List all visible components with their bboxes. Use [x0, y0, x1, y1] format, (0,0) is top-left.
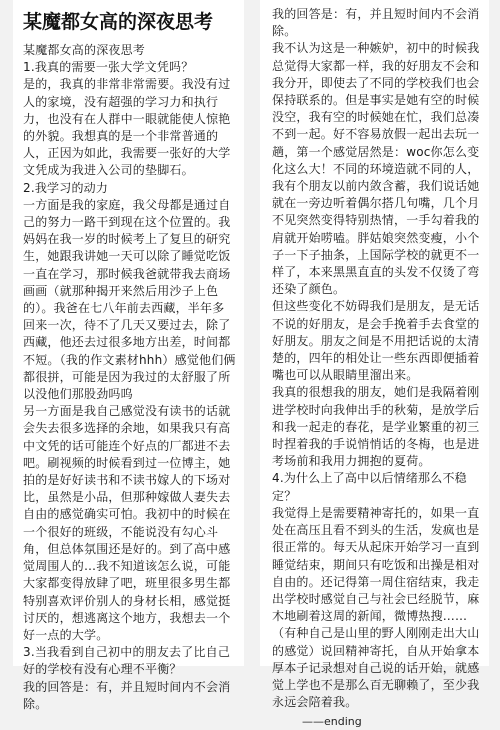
answer-3-start-paragraph: 我的回答是：有，并且短时间内不会消除。	[23, 679, 231, 711]
ending-mark: ——ending	[302, 715, 362, 729]
friends-bond-paragraph: 但这些变化不妨碍我们是朋友，是无话不说的好朋友，是会手挽着手去食堂的好朋友。朋友之间是不用把话说的太清楚的，四年的相处让一些东西即便插着嘴也可以从眼睛里溜出来。	[272, 299, 480, 383]
question-4-heading: 4.为什么上了高中以后情绪那么不稳定？	[272, 471, 467, 503]
section-2-heading: 2.我学习的动力	[23, 180, 109, 195]
left-article-column	[13, 0, 244, 711]
motivation-choice-paragraph: 另一方面是我自己感觉没有读书的话就会失去很多选择的余地，如果我只有高中文凭的话可能连个好点的厂都进不去吧。刷视频的时候看到过一位博主，她拍的是好好读书和不读书嫁人的下场对比，虽然是小品，但那种嫁做人妻失去自由的感觉确实可怕。我初中的时候在一个很好的班级，不能说没有勾心斗角，但总体氛围还是好的。到了高中感觉周围人的…我不知道该怎么说，可能大家都变得放肆了吧，班里很多男生都特别喜欢评价别人的身材长相，感觉挺讨厌的，想逃离这个地方，我想去一个好一点的大学。	[23, 404, 231, 642]
motivation-family-paragraph: 一方面是我的家庭，我父母都是通过自己的努力一路干到现在这个位置的。我妈妈在我一岁的时候考上了复旦的研究生，她跟我讲她一天可以除了睡觉吃饭一直在学习，那时候我爸就带我去商场画画（就那种揭开来然后用沙子上色的）。我爸在七八年前去西藏，半年多回来一次，待不了几天又要过去，除了西藏，他还去过很多地方出差，时间都不短。（我的作文素材hhh）感觉他们俩都很拼，可能是因为我过的太舒服了所以没他们那股劲吗呜	[23, 197, 236, 402]
right-article-column	[260, 0, 489, 729]
subtitle-paragraph: 某魔都女高的深夜思考	[23, 43, 146, 57]
friends-missing-paragraph: 我真的很想我的朋友，她们是我隔着刚进学校时向我伸出手的秋菊，是放学后和我一起走的春花，是学业繁重的初三时捏着我的手说悄悄话的冬梅，也是进考场前和我用力拥抱的夏荷。	[272, 385, 480, 469]
friends-change-paragraph: 我不认为这是一种嫉妒，初中的时候我总觉得大家都一样，我的好朋友不会和我分开，即使去了不同的学校我们也会保持联系的。但是事实是她有空的时候没空，我有空的时候她在忙，我们总凑不到一起。好不容易放假一起出去玩一趟，第一个感觉居然是：woc你怎么变化这么大！不同的环境造就不同的人，我有个朋友以前内敛含蓄，我们说话她就在一旁边听着偶尔搭几句嘴，几个月不见突然变得特别热情，一手勾着我的肩就开始唠嗑。胖姑娘突然变瘦，小个子一下子抽条，上国际学校的就更不一样了，本来黑黑直直的头发不仅烫了弯还染了颜色。	[272, 41, 480, 297]
question-1-heading: 1.我真的需要一张大学文凭吗？	[23, 60, 194, 75]
answer-1-paragraph: 是的，我真的非常非常需要。我没有过人的家境，没有超强的学习力和执行力，也没有在人群中一眼就能使人惊艳的外貌。我想真的是一个非常普通的人，正因为如此，我需要一张好的大学文凭成为我进入公司的垫脚石。	[23, 77, 231, 178]
question-3-heading: 3.当我看到自己初中的朋友去了比自己好的学校有没有心理不平衡？	[23, 645, 231, 677]
article-title: 某魔都女高的深夜思考	[23, 11, 214, 33]
answer-4-paragraph: 我觉得上是需要精神寄托的，如果一直处在高压且看不到头的生活，发疯也是很正常的。每天从起床开始学习一直到睡觉结束，期间只有吃饭和出操是相对自由的。还记得第一周住宿结束，我走出学校时感觉自己与社会已经脱节，麻木地刷着这周的新闻，微博热搜……（有种自己是山里的野人刚刚走出大山的感觉）说回精神寄托，自从开始拿本厚本子记录想对自己说的话开始，就感觉上学也不是那么百无聊赖了，至少我永远会陪着我。	[272, 505, 480, 710]
answer-3-repeat-paragraph: 我的回答是：有，并且短时间内不会消除。	[272, 7, 480, 39]
